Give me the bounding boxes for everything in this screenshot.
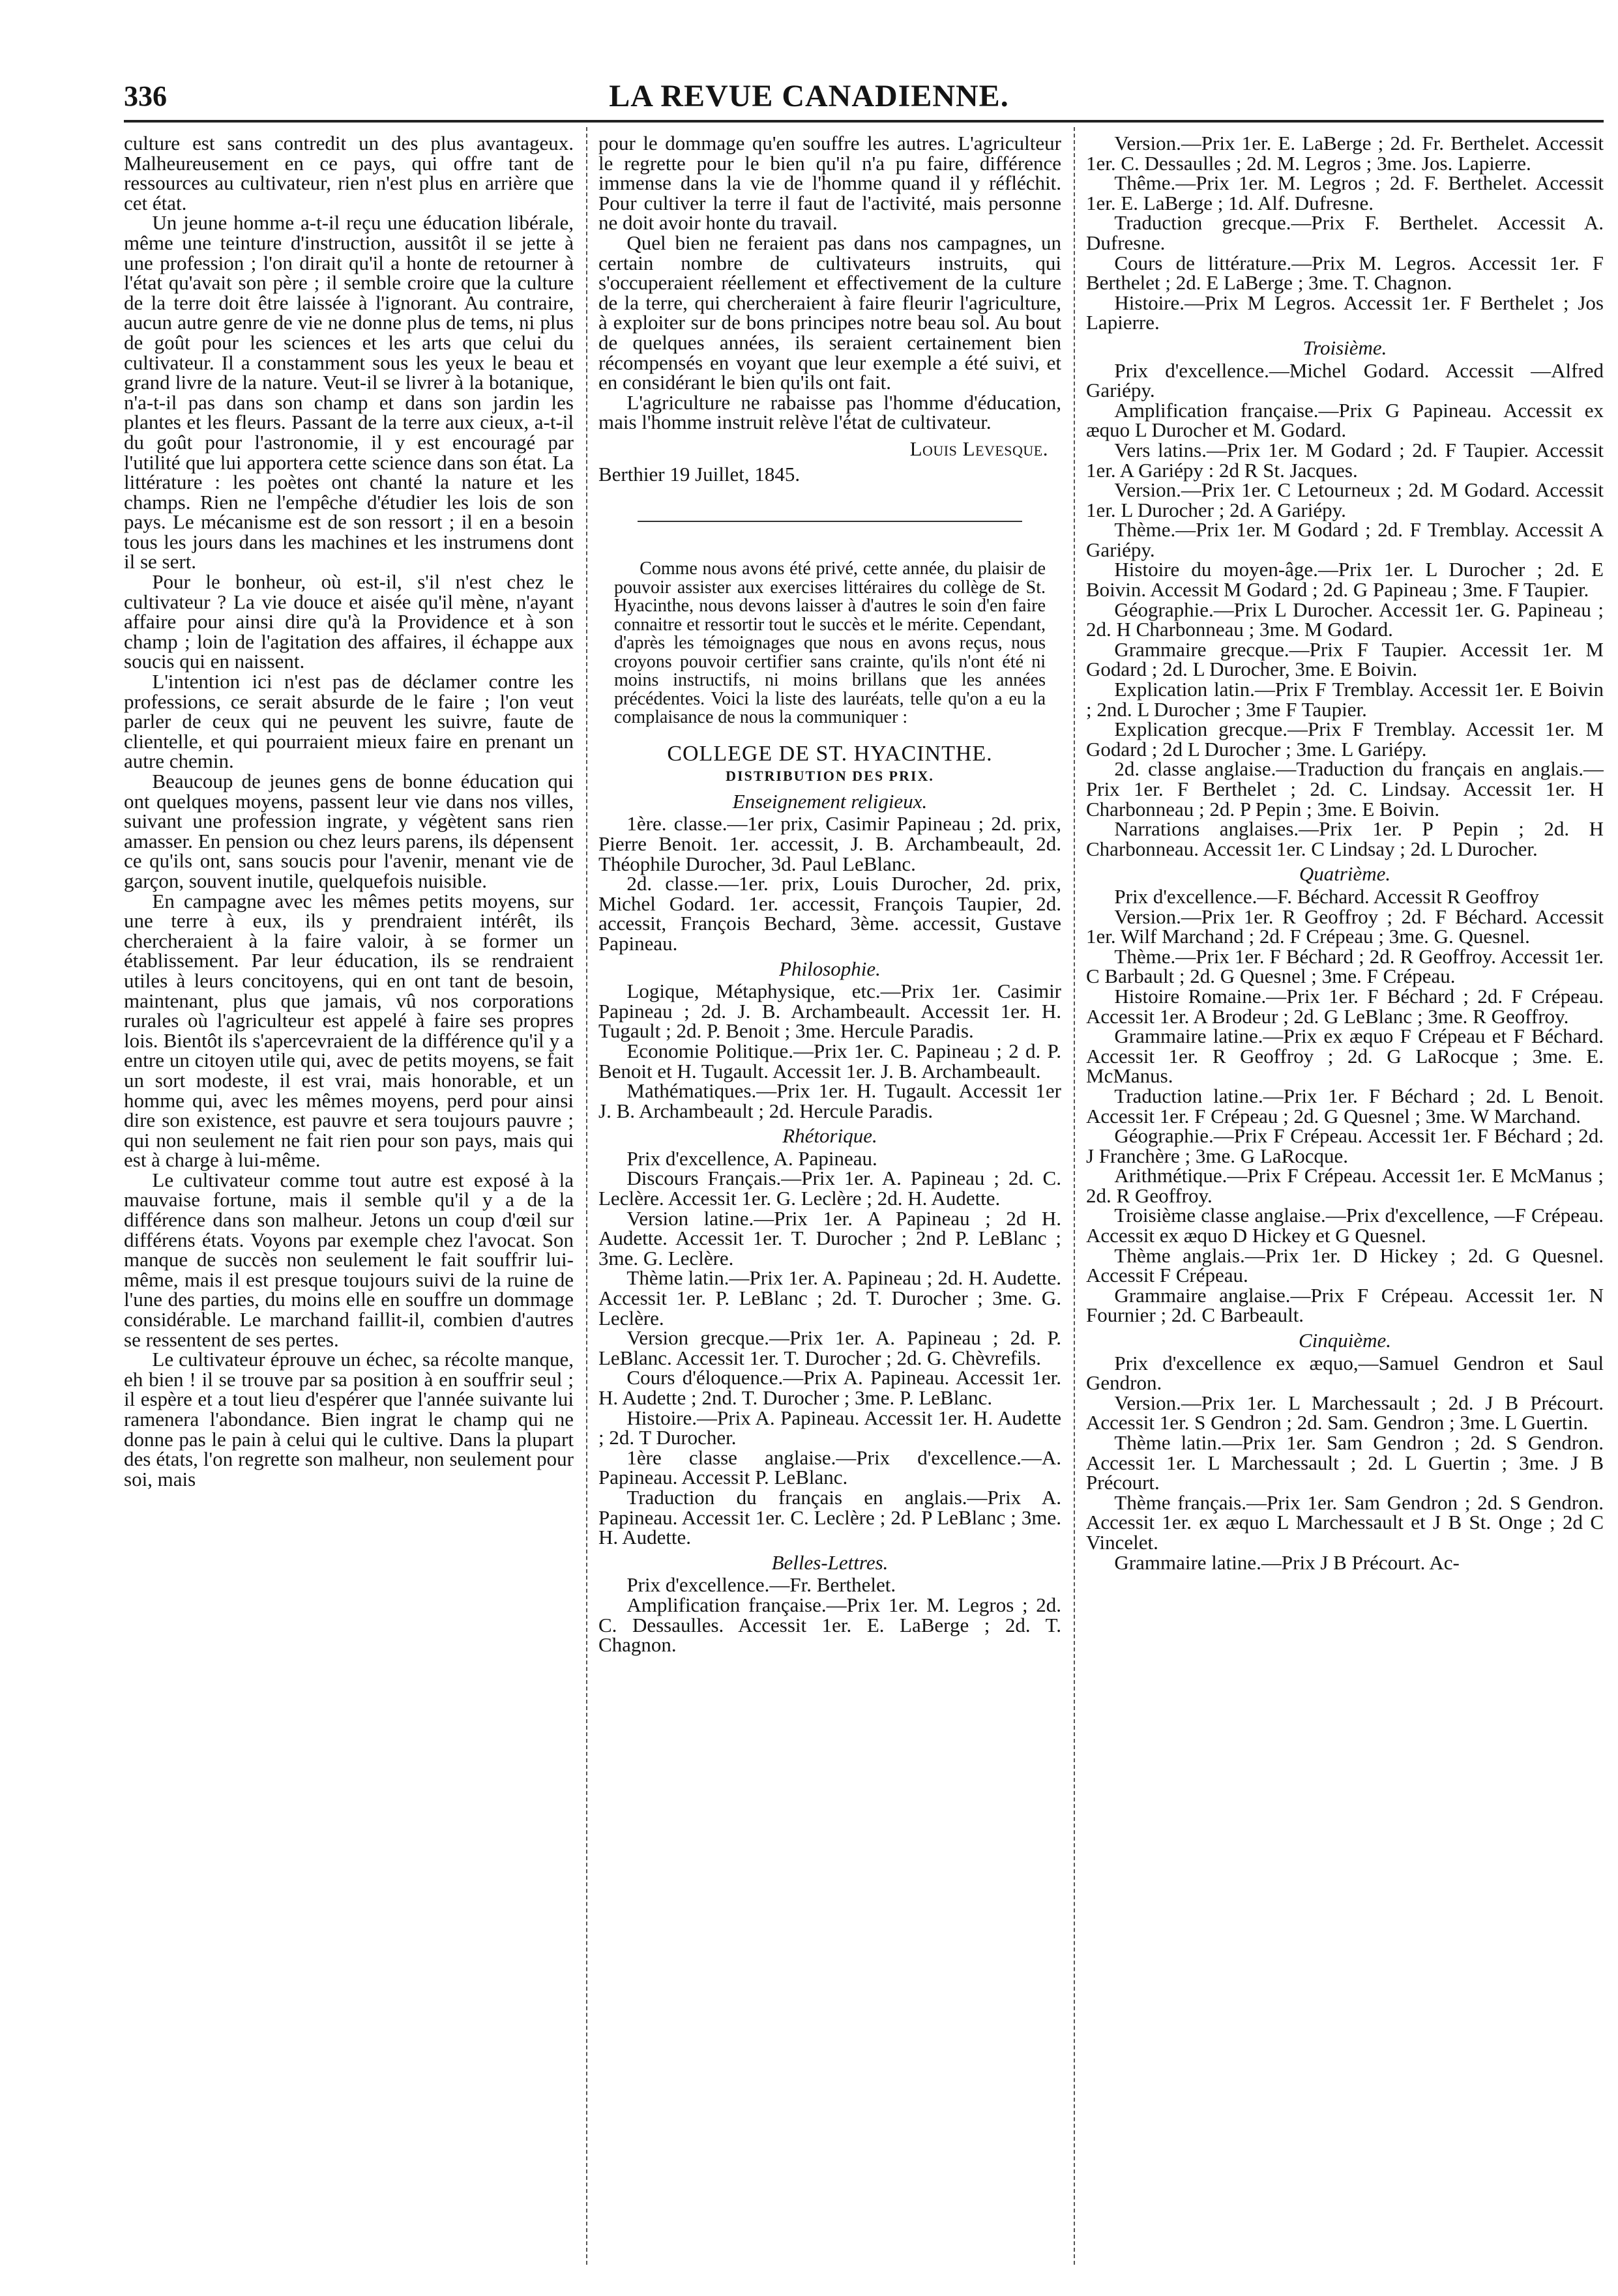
prize-entry: Prix d'excellence, A. Papineau. bbox=[626, 1146, 877, 1170]
prize-entry: Prix d'excellence.—F. Béchard. Accessit R Geoffroy bbox=[1114, 884, 1540, 908]
prize-entry: Arithmétique.—Prix F Crépeau. Accessit 1er. E McManus ; 2d. R Geoffroy. bbox=[1086, 1164, 1604, 1207]
section-rule bbox=[638, 521, 1022, 522]
distribution-heading: DISTRIBUTION DES PRIX. bbox=[726, 768, 934, 785]
prize-entry: 1ère. classe.—1er prix, Casimir Papineau ; 2d. prix, Pierre Benoit. 1er. accessit, J. B. Archambeault, 2d. Théophile Durocher, 3d. Paul LeBlanc. bbox=[598, 812, 1061, 875]
prize-entry: Explication latin.—Prix F Tremblay. Accessit 1er. E Boivin ; 2nd. L Durocher ; 3me F Taupier. bbox=[1086, 678, 1604, 721]
prize-entry: Thême.—Prix 1er. M. Legros ; 2d. F. Berthelet. Accessit 1er. E. LaBerge ; 1d. Alf. Dufresne. bbox=[1086, 171, 1604, 214]
prize-entry: Amplification française.—Prix G Papineau. Accessit ex æquo L Durocher et M. Godard. bbox=[1086, 398, 1604, 442]
prize-entry: Grammaire latine.—Prix ex æquo F Crépeau et F Béchard. Accessit 1er. R Geoffroy ; 2d. G LaRocque ; 3me. E. McManus. bbox=[1086, 1024, 1604, 1088]
prize-entry: Discours Français.—Prix 1er. A. Papineau ; 2d. C. Leclère. Accessit 1er. G. Leclère ; 2d. H. Audette. bbox=[598, 1167, 1061, 1210]
prize-entry: Narrations anglaises.—Prix 1er. P Pepin ; 2d. H Charbonneau. Accessit 1er. C Lindsay ; 2d. L Durocher. bbox=[1086, 817, 1604, 860]
prize-entry: Traduction du français en anglais.—Prix A. Papineau. Accessit 1er. C. Leclère ; 2d. P LeBlanc ; 3me. H. Audette. bbox=[598, 1485, 1061, 1549]
prize-entry: Cours d'éloquence.—Prix A. Papineau. Accessit 1er. H. Audette ; 2nd. T. Durocher ; 3me. P. LeBlanc. bbox=[598, 1366, 1061, 1409]
prize-entry: Prix d'excellence ex æquo,—Samuel Gendron et Saul Gendron. bbox=[1086, 1351, 1604, 1395]
prize-entry: Version latine.—Prix 1er. A Papineau ; 2d H. Audette. Accessit 1er. T. Durocher ; 2nd P. LeBlanc ; 3me. G. Leclère. bbox=[598, 1206, 1061, 1270]
column-divider bbox=[586, 127, 587, 2265]
paragraph: Un jeune homme a-t-il reçu une éducation libérale, même une teinture d'instruction, aussitôt il se jette à une profession ; l'on dirait qu'il a honte de retourner à l'état qu'avait son père ; il semble croire que la culture de la terre doit être laissée à l'ignorant. Au contraire, aucun autre genre de vie ne donne plus de tems, ni plus de goût pour les sciences et les arts que celui du cultivateur. Il a constamment sous les yeux le beau et grand livre de la nature. Veut-il se livrer à la botanique, n'a-t-il pas dans son champ et dans son jardin les plantes et les fleurs. Passant de la terre aux cieux, a-t-il du goût pour l'astronomie, il y est encouragé par l'utilité que lui apportera cette science dans son état. La littérature : les poètes ont chanté la nature et les champs. Rien ne l'empêche d'étudier les lois de son pays. Le mécanisme est de son ressort ; il en a besoin tous les jours dans les machines et les instrumens dont il se sert. bbox=[124, 211, 574, 574]
prize-entry: Histoire.—Prix A. Papineau. Accessit 1er. H. Audette ; 2d. T Durocher. bbox=[598, 1406, 1061, 1449]
prize-entry: Version.—Prix 1er. C Letourneux ; 2d. M Godard. Accessit 1er. L Durocher ; 2d. A Gariépy. bbox=[1086, 478, 1604, 521]
prize-entry: Thème latin.—Prix 1er. Sam Gendron ; 2d. S Gendron. Accessit 1er. L Marchessault ; 2d. L Guertin ; 3me. J B Précourt. bbox=[1086, 1431, 1604, 1494]
prize-entry: 2d. classe anglaise.—Traduction du français en anglais.—Prix 1er. F Berthelet ; 2d. C. Lindsay. Accessit 1er. H Charbonneau ; 2d. P Pepin ; 3me. E Boivin. bbox=[1086, 757, 1604, 821]
class-heading: Quatrième. bbox=[1299, 862, 1391, 886]
paragraph: Pour le bonheur, où est-il, s'il n'est chez le cultivateur ? La vie douce et aisée qu'il mène, n'ayant affaire pour ainsi dire qu'à la Providence et à son champ ; loin de l'agitation des affaires, il échappe aux soucis qui en naissent. bbox=[124, 570, 574, 673]
prize-entry: Géographie.—Prix F Crépeau. Accessit 1er. F Béchard ; 2d. J Franchère ; 3me. G LaRocque. bbox=[1086, 1124, 1604, 1167]
prize-entry: Mathématiques.—Prix 1er. H. Tugault. Accessit 1er J. B. Archambeault ; 2d. Hercule Paradis. bbox=[598, 1079, 1061, 1122]
paragraph: pour le dommage qu'en souffre les autres. L'agriculteur le regrette pour le bien qu'il n'a pu faire, différence immense dans la vie de l'homme quand il y réfléchit. Pour cultiver la terre il faut de l'activité, mais personne ne doit avoir honte du travail. bbox=[598, 134, 1061, 235]
prize-entry: Grammaire latine.—Prix J B Précourt. Ac- bbox=[1114, 1550, 1460, 1574]
prize-entry: Thème.—Prix 1er. M Godard ; 2d. F Tremblay. Accessit A Gariépy. bbox=[1086, 518, 1604, 561]
prize-list bbox=[598, 789, 1061, 1657]
prize-entry: Cours de littérature.—Prix M. Legros. Accessit 1er. F Berthelet ; 2d. E LaBerge ; 3me. T. Chagnon. bbox=[1086, 251, 1604, 295]
prize-entry: Thème latin.—Prix 1er. A. Papineau ; 2d. H. Audette. Accessit 1er. P. LeBlanc ; 2d. T. Durocher ; 3me. G. Leclère. bbox=[598, 1266, 1061, 1330]
notice-text: Comme nous avons été privé, cette année, du plaisir de pouvoir assister aux exercises littéraires du collège de St. Hyacinthe, nous devons laisser à d'autres le soin d'en faire connaitre et ressortir tout le succès et le mérite. Cependant, d'après les témoignages que nous en avons reçus, nous croyons pouvoir certifier sans crainte, qu'ils n'ont été ni moins instructifs, ni moins brillans que les années précédentes. Voici la liste des lauréats, telle qu'on a eu la complaisance de nous la communiquer : bbox=[614, 559, 1046, 728]
class-heading: Rhétorique. bbox=[782, 1124, 877, 1148]
prize-entry: Histoire du moyen-âge.—Prix 1er. L Durocher ; 2d. E Boivin. Accessit M Godard ; 2d. G Papineau ; 3me. F Taupier. bbox=[1086, 558, 1604, 602]
prize-entry: Thème anglais.—Prix 1er. D Hickey ; 2d. G Quesnel. Accessit F Crépeau. bbox=[1086, 1243, 1604, 1287]
prize-entry: Thème français.—Prix 1er. Sam Gendron ; 2d. S Gendron. Accessit 1er. ex æquo L Marchessault et J B St. Onge ; 2d C Vincelet. bbox=[1086, 1490, 1604, 1554]
column-divider bbox=[1074, 127, 1075, 2265]
prize-entry: Grammaire anglaise.—Prix F Crépeau. Accessit 1er. N Fournier ; 2d. C Barbeault. bbox=[1086, 1283, 1604, 1327]
prize-entry: Histoire Romaine.—Prix 1er. F Béchard ; 2d. F Crépeau. Accessit 1er. A Brodeur ; 2d. G LeBlanc ; 3me. R Geoffroy. bbox=[1086, 984, 1604, 1028]
prize-entry: Géographie.—Prix L Durocher. Accessit 1er. G. Papineau ; 2d. H Charbonneau ; 3me. M Godard. bbox=[1086, 598, 1604, 641]
prize-entry: Histoire.—Prix M Legros. Accessit 1er. F Berthelet ; Jos Lapierre. bbox=[1086, 291, 1604, 334]
editor-notice bbox=[598, 560, 1061, 727]
author-signature: Louis Levesque. bbox=[909, 437, 1048, 460]
class-heading: Enseignement religieux. bbox=[732, 789, 928, 813]
paragraph: L'intention ici n'est pas de déclamer contre les professions, ce serait absurde de le faire ; l'on veut parler de ceux qui ne peuvent les suivre, faute de clientelle, et qui pourraient mieux faire en prenant un autre chemin. bbox=[124, 670, 574, 773]
prize-entry: 1ère classe anglaise.—Prix d'excellence.—A. Papineau. Accessit P. LeBlanc. bbox=[598, 1446, 1061, 1489]
prize-entry: Version.—Prix 1er. L Marchessault ; 2d. J B Précourt. Accessit 1er. S Gendron ; 2d. Sam. Gendron ; 3me. L Guertin. bbox=[1086, 1391, 1604, 1434]
class-heading: Philosophie. bbox=[779, 957, 881, 980]
column-2 bbox=[598, 134, 1061, 2239]
prize-entry: Version.—Prix 1er. E. LaBerge ; 2d. Fr. Berthelet. Accessit 1er. C. Dessaulles ; 2d. M. Legros ; 3me. Jos. Lapierre. bbox=[1086, 134, 1604, 175]
prize-entry: 2d. classe.—1er. prix, Louis Durocher, 2d. prix, Michel Godard. 1er. accessit, François Taupier, 2d. accessit, François Bechard, 3ème. accessit, Gustave Papineau. bbox=[598, 872, 1061, 955]
prize-entry: Grammaire grecque.—Prix F Taupier. Accessit 1er. M Godard ; 2d. L Durocher, 3me. E Boivin. bbox=[1086, 637, 1604, 681]
prize-entry: Prix d'excellence.—Fr. Berthelet. bbox=[626, 1573, 896, 1597]
paragraph: L'agriculture ne rabaisse pas l'homme d'éducation, mais l'homme instruit relève l'état de cultivateur. bbox=[598, 390, 1061, 434]
paragraph: Le cultivateur comme tout autre est exposé à la mauvaise fortune, mais il semble qu'il y a de la différence dans son malheur. Jetons un coup d'œil sur différens états. Voyons par exemple chez l'avocat. Son manque de succès non seulement le fait souffrir lui-même, mais il est presque toujours suivi de la ruine de l'une des parties, du moins elle en souffre un dommage considérable. Le marchand faillit-il, combien d'autres se ressentent de ses pertes. bbox=[124, 1168, 574, 1351]
prize-entry: Thème.—Prix 1er. F Béchard ; 2d. R Geoffroy. Accessit 1er. C Barbault ; 2d. G Quesnel ; 3me. F Crépeau. bbox=[1086, 944, 1604, 988]
college-title: COLLEGE DE ST. HYACINTHE. bbox=[667, 741, 993, 766]
paragraph: Le cultivateur éprouve un échec, sa récolte manque, eh bien ! il se trouve par sa position à en souffrir seul ; il espère et a tout lieu d'espérer que l'année suivante lui ramenera l'abondance. Bien ingrat le champ qui ne donne pas le pain à celui qui le cultive. Dans la plupart des états, l'on regrette son malheur, non seulement pour soi, mais bbox=[124, 1348, 574, 1490]
prize-entry: Logique, Métaphysique, etc.—Prix 1er. Casimir Papineau ; 2d. J. B. Archambeault. Accessit 1er. H. Tugault ; 2d. P. Benoit ; 3me. Hercule Paradis. bbox=[598, 980, 1061, 1043]
paragraph: En campagne avec les mêmes petits moyens, sur une terre à eux, ils y prendraient intérêt, ils chercheraient à la faire valoir, à se former un établissement. Par leur éducation, ils se rendraient utiles à leurs concitoyens, qui en ont tant de besoin, maintenant, plus que jamais, vû nos corporations rurales où l'agriculteur est appelé à faire ses propres lois. Bientôt ils s'apercevraient de la différence qu'il y a entre un citoyen utile qui, avec de petits moyens, se fait un sort modeste, il est vrai, mais honorable, et un homme qui, avec les mêmes moyens, perd pour ainsi dire son existence, est pauvre et sera toujours pauvre ; qui non seulement ne fait rien pour son pays, mais qui est à charge à lui-même. bbox=[124, 889, 574, 1172]
prize-entry: Prix d'excellence.—Michel Godard. Accessit —Alfred Gariépy. bbox=[1086, 358, 1604, 402]
prize-entry: Vers latins.—Prix 1er. M Godard ; 2d. F Taupier. Accessit 1er. A Gariépy : 2d R St. Jacques. bbox=[1086, 438, 1604, 482]
prize-entry: Explication grecque.—Prix F Tremblay. Accessit 1er. M Godard ; 2d L Durocher ; 3me. L Gariépy. bbox=[1086, 718, 1604, 761]
prize-entry: Amplification française.—Prix 1er. M. Legros ; 2d. C. Dessaulles. Accessit 1er. E. LaBerge ; 2d. T. Chagnon. bbox=[598, 1593, 1061, 1657]
class-heading: Cinquième. bbox=[1298, 1329, 1392, 1352]
prize-entry: Troisième classe anglaise.—Prix d'excellence, —F Crépeau. Accessit ex æquo D Hickey et G Quesnel. bbox=[1086, 1204, 1604, 1247]
dateline: Berthier 19 Juillet, 1845. bbox=[598, 462, 801, 486]
column-3 bbox=[1086, 134, 1604, 2239]
prize-entry: Economie Politique.—Prix 1er. C. Papineau ; 2 d. P. Benoit et H. Tugault. Accessit 1er. J. B. Archambeault. bbox=[598, 1039, 1061, 1083]
prize-entry: Version grecque.—Prix 1er. A. Papineau ; 2d. P. LeBlanc. Accessit 1er. T. Durocher ; 2d. G. Chèvrefils. bbox=[598, 1326, 1061, 1369]
header-rule bbox=[124, 120, 1604, 123]
paragraph: Quel bien ne feraient pas dans nos campagnes, un certain nombre de cultivateurs instruits, qui s'occuperaient réellement et effectivement de la culture de la terre, qui chercheraient à faire fleurir l'agriculture, à exploiter sur de bons principes notre beau sol. Au bout de quelques années, ils seraient certainement bien récompensés en voyant que leur exemple a été suivi, et en considérant le bien qu'ils ont fait. bbox=[598, 231, 1061, 394]
class-heading: Troisième. bbox=[1302, 336, 1387, 359]
page-number: 336 bbox=[124, 80, 167, 112]
prize-list bbox=[1086, 134, 1604, 1573]
class-heading: Belles-Lettres. bbox=[771, 1550, 889, 1574]
prize-entry: Traduction latine.—Prix 1er. F Béchard ; 2d. L Benoit. Accessit 1er. F Crépeau ; 2d. G Quesnel ; 3me. W Marchand. bbox=[1086, 1084, 1604, 1127]
column-1 bbox=[124, 134, 574, 2239]
paragraph: Beaucoup de jeunes gens de bonne éducation qui ont quelques moyens, passent leur vie dans nos villes, suivant une profession ingrate, y végètent sans rien amasser. En pension ou chez leurs parens, ils dépensent ce qu'ils ont, sans soucis pour l'avenir, menant vie de garçon, souvent inutile, quelquefois nuisible. bbox=[124, 770, 574, 892]
prize-entry: Traduction grecque.—Prix F. Berthelet. Accessit A. Dufresne. bbox=[1086, 211, 1604, 254]
prize-entry: Version.—Prix 1er. R Geoffroy ; 2d. F Béchard. Accessit 1er. Wilf Marchand ; 2d. F Crépeau ; 3me. G. Quesnel. bbox=[1086, 905, 1604, 948]
running-title: LA REVUE CANADIENNE. bbox=[609, 79, 1009, 113]
paragraph: culture est sans contredit un des plus avantageux. Malheureusement en ce pays, qui offre tant de ressources au cultivateur, rien n'est plus en arrière que cet état. bbox=[124, 134, 574, 214]
